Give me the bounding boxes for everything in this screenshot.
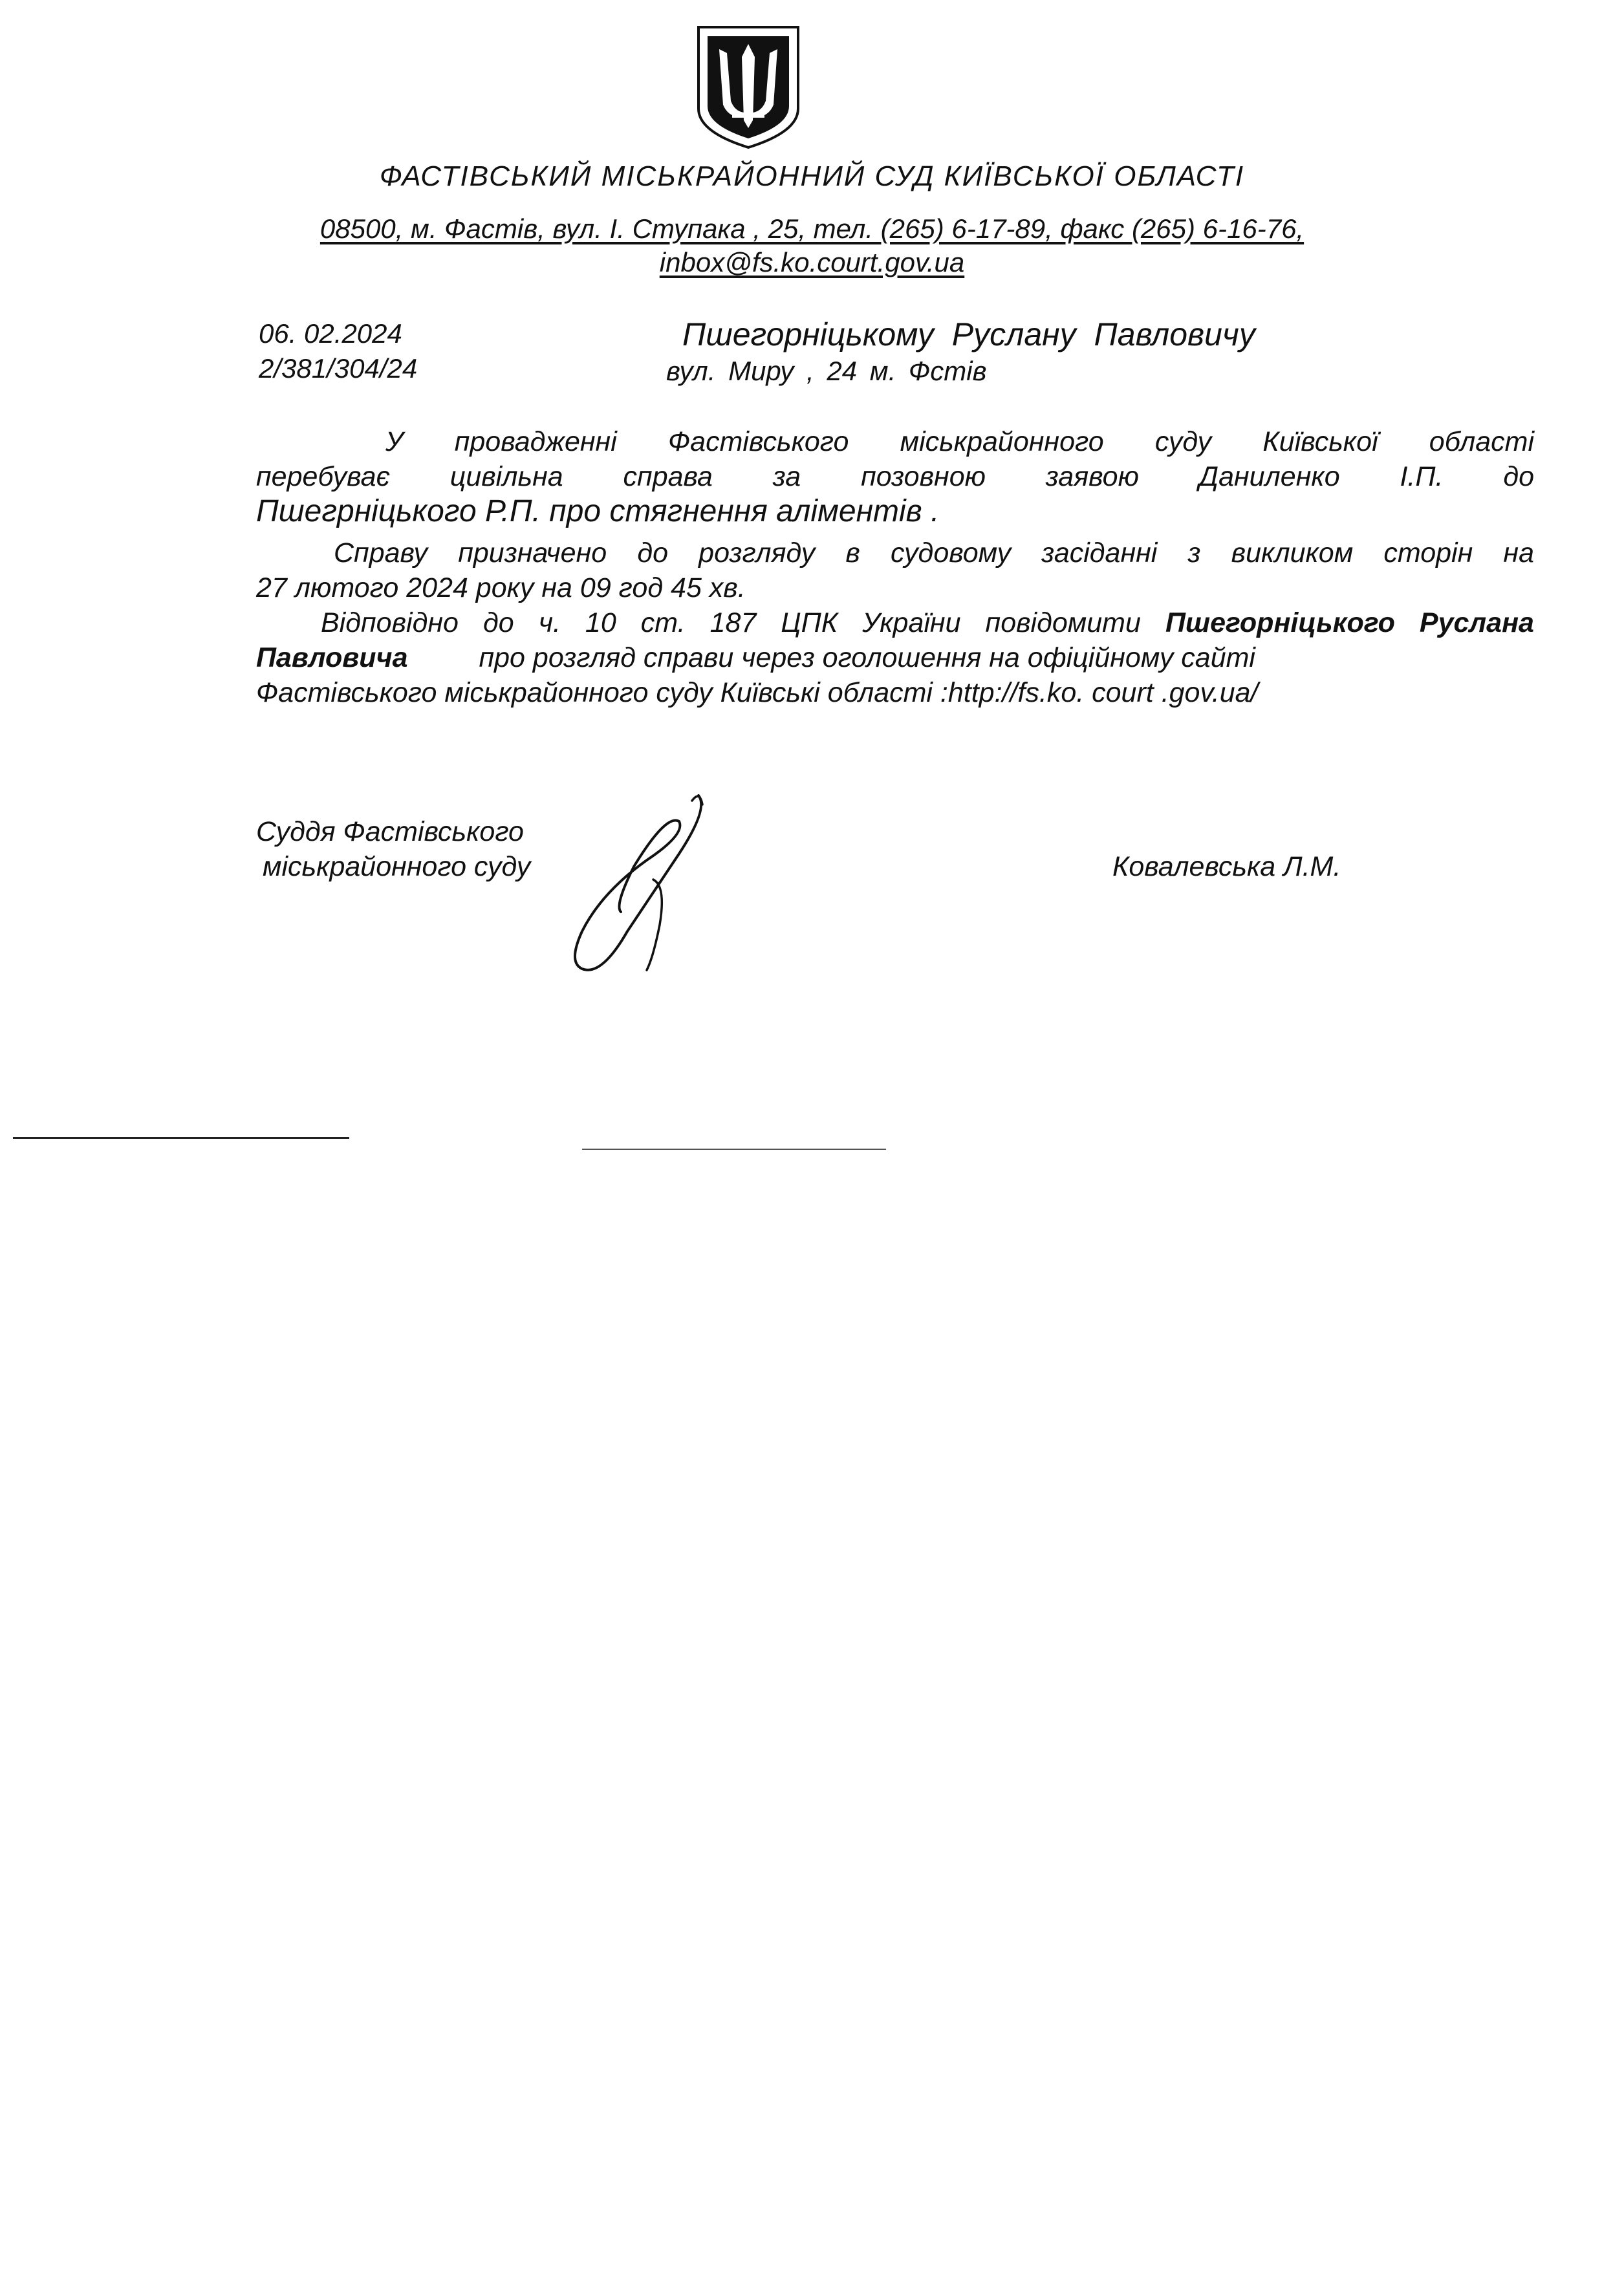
court-address: 08500, м. Фастів, вул. І. Ступака , 25, тел. (265) 6-17-89, факс (265) 6-16-76,	[319, 213, 1305, 244]
notice-method: про розгляд справи через оголошення на офіційному сайті	[479, 642, 1255, 673]
addressee-name: Пшегорніцькому Руслану Павловичу	[682, 316, 1255, 352]
court-name: ФАСТІВСЬКИЙ МІСЬКРАЙОННИЙ СУД КИЇВСЬКОЇ ОБЛАСТІ	[379, 160, 1245, 192]
court-email: inbox@fs.ko.court.gov.ua	[659, 247, 965, 277]
body-paragraph-3-line-2	[256, 640, 1534, 675]
defendant-patronymic-bold: Павловича	[256, 642, 408, 673]
defendant-name-bold: Пшегорніцького Руслана	[1165, 607, 1534, 638]
scan-artifact-line-right	[582, 1149, 886, 1150]
notice-intro: Відповідно до ч. 10 ст. 187 ЦПК України повідомити	[321, 607, 1165, 638]
body-paragraph-2-line-2: 27 лютого 2024 року на 09 год 45 хв.	[256, 572, 746, 603]
body-paragraph-1-line-2: перебуває цивільна справа за позовною заявою Даниленко І.П. до	[256, 461, 1534, 492]
scan-artifact-line-left	[13, 1137, 349, 1139]
body-paragraph-1-line-3: Пшегрніцького Р.П. про стягнення аліментів .	[256, 494, 940, 528]
document-date: 06. 02.2024	[259, 318, 402, 349]
tryzub-coat-of-arms-icon	[693, 23, 803, 150]
judge-title-line-2: міськрайонного суду	[263, 851, 531, 882]
body-paragraph-2-line-1: Справу призначено до розгляду в судовому засіданні з викликом сторін на	[334, 537, 1534, 568]
judge-title-line-1: Суддя Фастівського	[256, 816, 524, 847]
body-paragraph-3-line-1	[256, 605, 1534, 640]
addressee-address: вул. Миру , 24 м. Фстів	[666, 356, 987, 386]
body-paragraph-1-line-1: У провадженні Фастівського міськрайонного суду Київської області	[385, 426, 1534, 457]
judge-name: Ковалевська Л.М.	[1112, 851, 1341, 882]
body-paragraph-3-line-3: Фастівського міськрайонного суду Київські області :http://fs.ko. court .gov.ua/	[256, 677, 1259, 708]
reference-number: 2/381/304/24	[259, 353, 418, 384]
handwritten-signature-icon	[556, 783, 711, 983]
